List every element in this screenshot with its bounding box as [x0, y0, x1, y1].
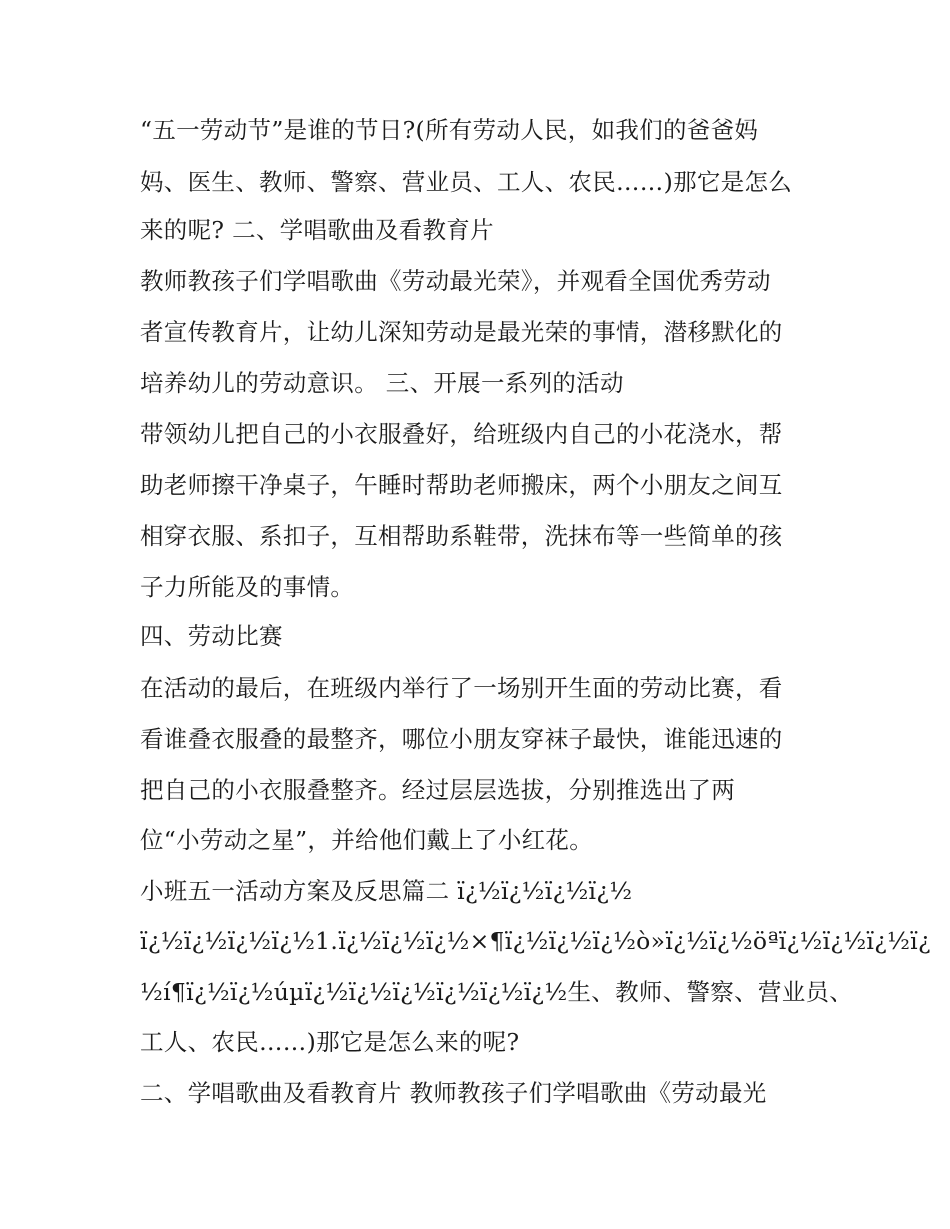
text-line: 把自己的小衣服叠整齐。经过层层选拔，分别推选出了两 — [140, 776, 735, 804]
text-line: ½í¶ï¿½ï¿½úµï¿½ï¿½ï¿½ï¿½ï¿½ï¿½生、教师、警察、营业员、 — [140, 978, 854, 1006]
text-line: 工人、农民……)那它是怎么来的呢? — [140, 1028, 520, 1056]
text-line: 带领幼儿把自己的小衣服叠好，给班级内自己的小花浇水，帮 — [140, 420, 783, 448]
text-line: “五一劳动节”是谁的节日?(所有劳动人民，如我们的爸爸妈 — [140, 116, 759, 144]
text-line: ï¿½ï¿½ï¿½ï¿½1.ï¿½ï¿½ï¿½×¶ï¿½ï¿½ï¿½ò»ï¿½ï¿½öªï¿½ï¿½ï¿½ï¿ — [140, 927, 931, 955]
text-line: 看谁叠衣服叠的最整齐，哪位小朋友穿袜子最快，谁能迅速的 — [140, 725, 783, 753]
text-line: 妈、医生、教师、警察、营业员、工人、农民……)那它是怎么 — [140, 168, 793, 196]
text-line: 培养幼儿的劳动意识。 三、开展一系列的活动 — [140, 369, 624, 397]
text-line: 在活动的最后，在班级内举行了一场别开生面的劳动比赛，看 — [140, 674, 783, 702]
text-line: 教师教孩子们学唱歌曲《劳动最光荣》，并观看全国优秀劳动 — [140, 267, 771, 295]
text-line: 小班五一活动方案及反思篇二 ï¿½ï¿½ï¿½ï¿½ — [140, 877, 633, 905]
text-line: 来的呢? 二、学唱歌曲及看教育片 — [140, 216, 494, 244]
text-line: 助老师擦干净桌子，午睡时帮助老师搬床，两个小朋友之间互 — [140, 471, 783, 499]
text-line: 二、学唱歌曲及看教育片 教师教孩子们学唱歌曲《劳动最光 — [140, 1079, 767, 1107]
section-heading: 四、劳动比赛 — [140, 622, 283, 650]
text-line: 位“小劳动之星”，并给他们戴上了小红花。 — [140, 826, 594, 854]
text-line: 者宣传教育片，让幼儿深知劳动是最光荣的事情，潜移默化的 — [140, 318, 783, 346]
text-line: 子力所能及的事情。 — [140, 573, 355, 601]
text-line: 相穿衣服、系扣子，互相帮助系鞋带，洗抹布等一些简单的孩 — [140, 522, 783, 550]
